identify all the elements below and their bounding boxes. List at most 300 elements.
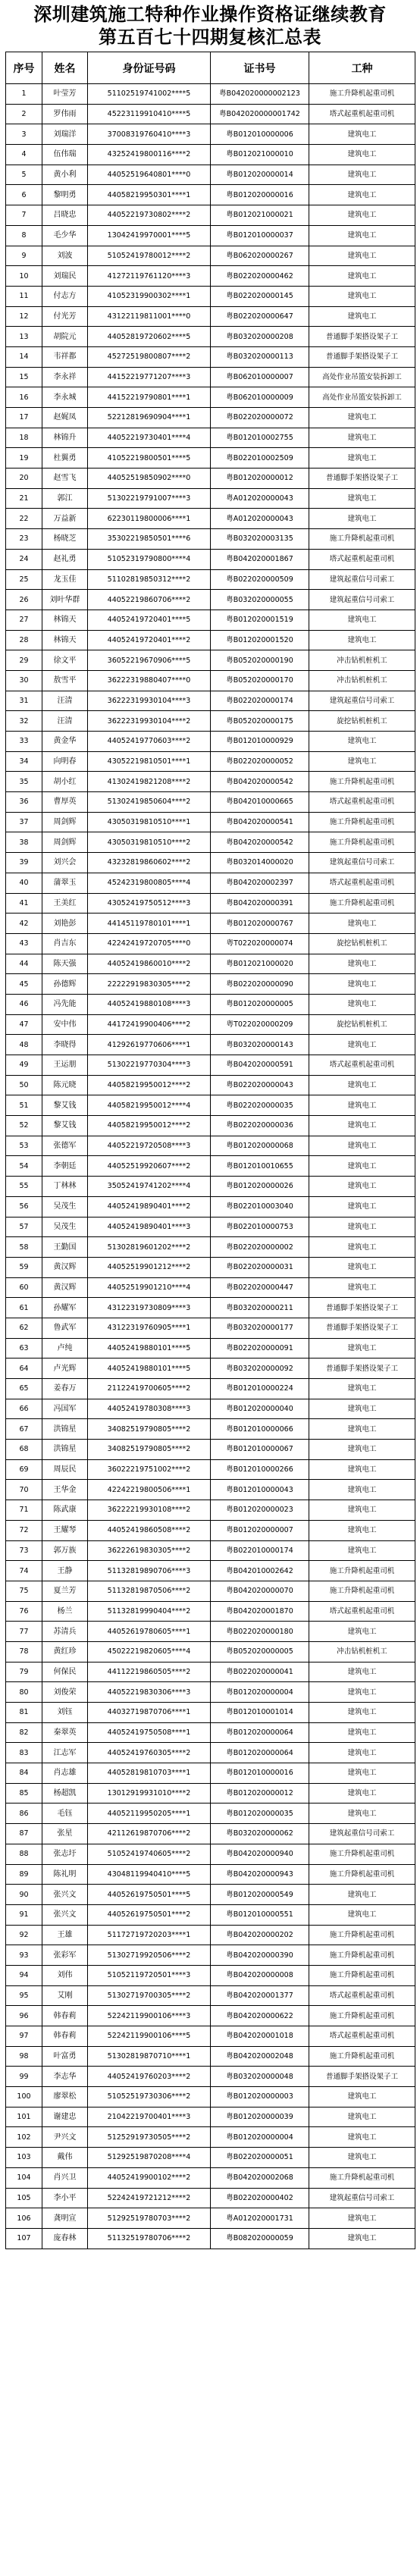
cell-name: 黄汉辉	[42, 1277, 88, 1298]
cell-id-number: 44052519901210****4	[88, 1277, 211, 1298]
table-row	[6, 1722, 415, 1743]
cell-job-type: 建筑电工	[309, 1399, 415, 1419]
cell-name: 林锦天	[42, 630, 88, 650]
cell-job-type: 建筑电工	[309, 1075, 415, 1095]
cell-index: 23	[6, 529, 42, 550]
cell-id-number: 44052419720401****2	[88, 630, 211, 650]
cell-name: 赵娓凤	[42, 408, 88, 428]
cell-certificate-number: 粤B022020000072	[211, 408, 309, 428]
cell-job-type: 建筑电工	[309, 1136, 415, 1156]
cell-index: 41	[6, 893, 42, 914]
table-row	[6, 448, 415, 469]
cell-certificate-number: 粤B052020000175	[211, 711, 309, 732]
cell-index: 102	[6, 2127, 42, 2148]
cell-id-number: 44052419750508****1	[88, 1722, 211, 1743]
cell-certificate-number: 粤B012021000020	[211, 954, 309, 974]
table-row	[6, 1196, 415, 1217]
cell-id-number: 44052519850902****0	[88, 469, 211, 489]
cell-name: 汪清	[42, 691, 88, 711]
table-row	[6, 610, 415, 630]
cell-certificate-number: 粤B012020000064	[211, 1722, 309, 1743]
cell-name: 鲁武军	[42, 1318, 88, 1338]
cell-id-number: 36222319930104****3	[88, 691, 211, 711]
cell-job-type: 建筑电工	[309, 1904, 415, 1925]
cell-id-number: 44145119780101****1	[88, 914, 211, 934]
cell-certificate-number: 粤B022020000462	[211, 266, 309, 287]
table-row	[6, 1257, 415, 1277]
cell-job-type: 建筑电工	[309, 1277, 415, 1298]
cell-certificate-number: 粤B032020000211	[211, 1298, 309, 1318]
cell-id-number: 45242319800805****4	[88, 873, 211, 893]
cell-index: 39	[6, 853, 42, 873]
cell-certificate-number: 粤B032020000143	[211, 1035, 309, 1055]
cell-name: 向明春	[42, 751, 88, 772]
table-row	[6, 1379, 415, 1399]
cell-id-number: 52212819690904****1	[88, 408, 211, 428]
cell-index: 48	[6, 1035, 42, 1055]
cell-job-type: 建筑电工	[309, 1257, 415, 1277]
cell-certificate-number: 粤B062020000267	[211, 246, 309, 266]
cell-certificate-number: 粤B042020000001742	[211, 104, 309, 124]
cell-certificate-number: 粤B012020000040	[211, 1399, 309, 1419]
cell-certificate-number: 粤A012020001731	[211, 2208, 309, 2229]
cell-job-type: 施工升降机起重司机	[309, 1945, 415, 1966]
table-row	[6, 1419, 415, 1440]
table-row	[6, 893, 415, 914]
cell-name: 黄金华	[42, 732, 88, 752]
table-body	[6, 84, 415, 2249]
cell-job-type: 普通脚手架搭设架子工	[309, 346, 415, 367]
cell-job-type: 建筑电工	[309, 1622, 415, 1642]
cell-index: 13	[6, 327, 42, 347]
cell-name: 刘波	[42, 246, 88, 266]
cell-certificate-number: 粤B012010000043	[211, 1480, 309, 1500]
cell-job-type: 普通脚手架搭设架子工	[309, 327, 415, 347]
cell-name: 江志军	[42, 1743, 88, 1763]
cell-id-number: 44052419760305****2	[88, 1743, 211, 1763]
cell-job-type: 冲击钻机桩机工	[309, 670, 415, 691]
cell-name: 罗伟雨	[42, 104, 88, 124]
cell-certificate-number: 粤T022020000209	[211, 1014, 309, 1035]
cell-index: 87	[6, 1824, 42, 1844]
cell-name: 黄小利	[42, 165, 88, 185]
cell-id-number: 44052219830306****3	[88, 1682, 211, 1703]
cell-name: 张彩军	[42, 1945, 88, 1966]
cell-job-type: 建筑电工	[309, 145, 415, 165]
cell-job-type: 施工升降机起重司机	[309, 1561, 415, 1581]
cell-id-number: 44052519640801****0	[88, 165, 211, 185]
cell-id-number: 51132519780706****2	[88, 2228, 211, 2249]
cell-index: 36	[6, 792, 42, 813]
table-row	[6, 1885, 415, 1905]
cell-index: 80	[6, 1682, 42, 1703]
cell-id-number: 51102819850312****2	[88, 569, 211, 590]
cell-job-type: 施工升降机起重司机	[309, 832, 415, 853]
cell-certificate-number: 粤B022020000647	[211, 306, 309, 327]
cell-index: 70	[6, 1480, 42, 1500]
table-row	[6, 2067, 415, 2087]
cell-index: 88	[6, 1844, 42, 1864]
cell-certificate-number: 粤B022010002509	[211, 448, 309, 469]
cell-name: 付光芳	[42, 306, 88, 327]
summary-table	[5, 52, 415, 2249]
table-row	[6, 1622, 415, 1642]
table-row	[6, 1075, 415, 1095]
cell-certificate-number: 粤B022020000043	[211, 1075, 309, 1095]
cell-id-number: 43252419800116****2	[88, 145, 211, 165]
cell-certificate-number: 粤B012020000012	[211, 469, 309, 489]
cell-index: 19	[6, 448, 42, 469]
cell-name: 卢纯	[42, 1338, 88, 1359]
column-header-id-number: 身份证号码	[88, 52, 211, 84]
cell-job-type: 建筑起重信号司索工	[309, 2188, 415, 2208]
cell-index: 43	[6, 933, 42, 954]
cell-id-number: 42242219800506****1	[88, 1480, 211, 1500]
cell-id-number: 36222319880407****0	[88, 670, 211, 691]
cell-job-type: 冲击钻机桩机工	[309, 1641, 415, 1662]
cell-name: 肖吉东	[42, 933, 88, 954]
cell-index: 72	[6, 1520, 42, 1540]
cell-certificate-number: 粤B012021000010	[211, 145, 309, 165]
cell-id-number: 44052219730802****2	[88, 205, 211, 226]
cell-certificate-number: 粤B042020001870	[211, 1601, 309, 1622]
cell-id-number: 43232819860602****2	[88, 853, 211, 873]
cell-index: 101	[6, 2107, 42, 2127]
cell-id-number: 44058219950012****2	[88, 1075, 211, 1095]
cell-certificate-number: 粤B012020000007	[211, 1520, 309, 1540]
cell-id-number: 43050319810510****1	[88, 812, 211, 832]
table-row	[6, 1014, 415, 1035]
table-row	[6, 1338, 415, 1359]
cell-index: 99	[6, 2067, 42, 2087]
cell-index: 6	[6, 185, 42, 205]
table-row	[6, 225, 415, 246]
cell-id-number: 44032719870706****1	[88, 1703, 211, 1723]
cell-name: 赵礼勇	[42, 549, 88, 569]
cell-id-number: 44052419880108****3	[88, 994, 211, 1014]
table-row	[6, 124, 415, 145]
cell-id-number: 44052419890401****2	[88, 1196, 211, 1217]
cell-job-type: 建筑电工	[309, 1177, 415, 1197]
cell-id-number: 44052619750501****2	[88, 1904, 211, 1925]
cell-index: 60	[6, 1277, 42, 1298]
cell-certificate-number: 粤B022020000002	[211, 1237, 309, 1258]
cell-id-number: 51302719920506****2	[88, 1945, 211, 1966]
cell-certificate-number: 粤B022010003040	[211, 1196, 309, 1217]
cell-id-number: 44052419900102****2	[88, 2167, 211, 2188]
cell-name: 林锦天	[42, 610, 88, 630]
cell-index: 40	[6, 873, 42, 893]
cell-name: 卢光辉	[42, 1359, 88, 1379]
cell-job-type: 建筑电工	[309, 185, 415, 205]
cell-job-type: 建筑电工	[309, 1703, 415, 1723]
cell-index: 71	[6, 1500, 42, 1521]
table-row	[6, 1055, 415, 1076]
cell-index: 96	[6, 2006, 42, 2026]
table-row	[6, 1904, 415, 1925]
cell-name: 杨晓芝	[42, 529, 88, 550]
cell-id-number: 13012919931010****2	[88, 1783, 211, 1804]
cell-index: 100	[6, 2087, 42, 2107]
cell-certificate-number: 粤B022020000402	[211, 2188, 309, 2208]
cell-job-type: 施工升降机起重司机	[309, 2046, 415, 2067]
cell-job-type: 施工升降机起重司机	[309, 1844, 415, 1864]
cell-name: 黄红珍	[42, 1641, 88, 1662]
table-row	[6, 549, 415, 569]
cell-certificate-number: 粤B012020000003	[211, 2087, 309, 2107]
cell-name: 陈武康	[42, 1500, 88, 1521]
cell-certificate-number: 粤B042020002048	[211, 2046, 309, 2067]
cell-index: 104	[6, 2167, 42, 2188]
cell-name: 吴茂生	[42, 1196, 88, 1217]
table-row	[6, 2046, 415, 2067]
cell-job-type: 建筑电工	[309, 2148, 415, 2168]
cell-index: 42	[6, 914, 42, 934]
cell-job-type: 建筑电工	[309, 165, 415, 185]
cell-name: 李晓得	[42, 1035, 88, 1055]
cell-job-type: 塔式起重机起重司机	[309, 104, 415, 124]
cell-index: 64	[6, 1359, 42, 1379]
cell-name: 苏清兵	[42, 1622, 88, 1642]
cell-index: 15	[6, 367, 42, 387]
cell-certificate-number: 粤B012010010655	[211, 1156, 309, 1177]
table-row	[6, 1965, 415, 1985]
cell-id-number: 36022219751002****2	[88, 1459, 211, 1480]
table-row	[6, 1459, 415, 1480]
cell-certificate-number: 粤B042020000542	[211, 772, 309, 792]
cell-name: 龚明宣	[42, 2208, 88, 2229]
cell-certificate-number: 粤B012010000016	[211, 1763, 309, 1784]
cell-id-number: 51292519780703****2	[88, 2208, 211, 2229]
cell-certificate-number: 粤T022020000074	[211, 933, 309, 954]
cell-id-number: 44052419720401****5	[88, 610, 211, 630]
table-row	[6, 428, 415, 448]
cell-name: 王勤国	[42, 1237, 88, 1258]
cell-index: 56	[6, 1196, 42, 1217]
cell-certificate-number: 粤B012020001519	[211, 610, 309, 630]
cell-certificate-number: 粤B022020000091	[211, 1338, 309, 1359]
cell-certificate-number: 粤B012020000549	[211, 1885, 309, 1905]
cell-name: 毛少华	[42, 225, 88, 246]
cell-certificate-number: 粤B042020000541	[211, 812, 309, 832]
cell-id-number: 44052619750501****5	[88, 1885, 211, 1905]
cell-index: 26	[6, 590, 42, 610]
cell-job-type: 建筑电工	[309, 448, 415, 469]
cell-job-type: 建筑电工	[309, 488, 415, 509]
cell-certificate-number: 粤B012010000551	[211, 1904, 309, 1925]
cell-id-number: 51302219770304****3	[88, 1055, 211, 1076]
cell-id-number: 44058219950012****2	[88, 1116, 211, 1136]
cell-name: 胡小红	[42, 772, 88, 792]
cell-name: 陈天强	[42, 954, 88, 974]
cell-job-type: 建筑电工	[309, 630, 415, 650]
cell-job-type: 旋挖钻机桩机工	[309, 1014, 415, 1035]
table-row	[6, 2127, 415, 2148]
cell-job-type: 建筑电工	[309, 974, 415, 995]
cell-name: 汪清	[42, 711, 88, 732]
table-row	[6, 185, 415, 205]
table-row	[6, 1298, 415, 1318]
cell-certificate-number: 粤B052020000170	[211, 670, 309, 691]
cell-id-number: 51172719720203****1	[88, 1925, 211, 1945]
cell-name: 张德军	[42, 1136, 88, 1156]
cell-name: 庞春林	[42, 2228, 88, 2249]
table-row	[6, 1217, 415, 1237]
cell-name: 周辰民	[42, 1459, 88, 1480]
cell-id-number: 44052419880101****5	[88, 1359, 211, 1379]
cell-id-number: 43050319810510****2	[88, 832, 211, 853]
cell-name: 韩春莉	[42, 2026, 88, 2047]
cell-certificate-number: 粤B012020000068	[211, 1136, 309, 1156]
cell-name: 王静	[42, 1561, 88, 1581]
cell-job-type: 旋挖钻机桩机工	[309, 933, 415, 954]
cell-name: 秦翠英	[42, 1722, 88, 1743]
table-row	[6, 711, 415, 732]
table-row	[6, 691, 415, 711]
cell-certificate-number: 粤B042020001867	[211, 549, 309, 569]
table-row	[6, 1783, 415, 1804]
table-row	[6, 732, 415, 752]
cell-job-type: 建筑电工	[309, 954, 415, 974]
table-row	[6, 832, 415, 853]
cell-id-number: 44152219790801****1	[88, 387, 211, 408]
cell-id-number: 44112219860505****2	[88, 1662, 211, 1682]
cell-name: 洪锦星	[42, 1440, 88, 1460]
cell-name: 姜春万	[42, 1379, 88, 1399]
cell-job-type: 塔式起重机起重司机	[309, 873, 415, 893]
cell-certificate-number: 粤B022020000035	[211, 1095, 309, 1116]
cell-index: 69	[6, 1459, 42, 1480]
cell-index: 10	[6, 266, 42, 287]
table-row	[6, 1520, 415, 1540]
cell-name: 刘伟	[42, 1965, 88, 1985]
cell-job-type: 施工升降机起重司机	[309, 1965, 415, 1985]
cell-index: 30	[6, 670, 42, 691]
cell-index: 51	[6, 1095, 42, 1116]
cell-index: 103	[6, 2148, 42, 2168]
cell-id-number: 62230119800006****1	[88, 509, 211, 529]
cell-certificate-number: 粤B032014000020	[211, 853, 309, 873]
cell-job-type: 塔式起重机起重司机	[309, 1985, 415, 2006]
table-row	[6, 1763, 415, 1784]
column-header-certificate-number: 证书号	[211, 52, 309, 84]
table-row	[6, 1601, 415, 1622]
table-row	[6, 367, 415, 387]
cell-id-number: 43048119940410****5	[88, 1864, 211, 1885]
cell-certificate-number: 粤B042020000390	[211, 1945, 309, 1966]
cell-id-number: 51302819870710****1	[88, 2046, 211, 2067]
cell-index: 33	[6, 732, 42, 752]
cell-id-number: 41272119761120****3	[88, 266, 211, 287]
cell-job-type: 施工升降机起重司机	[309, 1925, 415, 1945]
cell-name: 李永城	[42, 387, 88, 408]
cell-name: 尹兴文	[42, 2127, 88, 2148]
cell-name: 叶莹芳	[42, 84, 88, 105]
table-row	[6, 1318, 415, 1338]
cell-id-number: 43052419750512****3	[88, 893, 211, 914]
cell-certificate-number: 粤B032020003135	[211, 529, 309, 550]
cell-index: 14	[6, 346, 42, 367]
table-row	[6, 1035, 415, 1055]
cell-id-number: 52242119900106****3	[88, 2006, 211, 2026]
cell-id-number: 45223119910410****5	[88, 104, 211, 124]
cell-certificate-number: 粤B022020000174	[211, 691, 309, 711]
cell-id-number: 44052219720508****3	[88, 1136, 211, 1156]
cell-job-type: 建筑电工	[309, 1722, 415, 1743]
cell-certificate-number: 粤B012020000767	[211, 914, 309, 934]
cell-name: 王华金	[42, 1480, 88, 1500]
cell-job-type: 建筑电工	[309, 1379, 415, 1399]
cell-certificate-number: 粤B042010002642	[211, 1561, 309, 1581]
table-row	[6, 488, 415, 509]
cell-id-number: 44052419890401****3	[88, 1217, 211, 1237]
cell-id-number: 44052419860508****2	[88, 1520, 211, 1540]
cell-job-type: 建筑电工	[309, 2087, 415, 2107]
cell-name: 刘瑞民	[42, 266, 88, 287]
table-row	[6, 1095, 415, 1116]
cell-name: 冯国军	[42, 1399, 88, 1419]
cell-job-type: 建筑电工	[309, 1804, 415, 1824]
cell-job-type: 塔式起重机起重司机	[309, 1055, 415, 1076]
cell-index: 85	[6, 1783, 42, 1804]
cell-name: 周剑辉	[42, 832, 88, 853]
table-row	[6, 205, 415, 226]
cell-job-type: 施工升降机起重司机	[309, 84, 415, 105]
table-row	[6, 1985, 415, 2006]
cell-certificate-number: 粤B082020000059	[211, 2228, 309, 2249]
cell-name: 张兴文	[42, 1885, 88, 1905]
cell-name: 冯先能	[42, 994, 88, 1014]
cell-index: 32	[6, 711, 42, 732]
cell-name: 万益新	[42, 509, 88, 529]
table-row	[6, 1641, 415, 1662]
cell-index: 5	[6, 165, 42, 185]
cell-certificate-number: 粤B022020000036	[211, 1116, 309, 1136]
cell-name: 郭万族	[42, 1540, 88, 1561]
cell-certificate-number: 粤B022020000145	[211, 286, 309, 306]
cell-job-type: 建筑起重信号司索工	[309, 853, 415, 873]
cell-name: 刘艳彭	[42, 914, 88, 934]
cell-certificate-number: 粤B012020000005	[211, 994, 309, 1014]
cell-certificate-number: 粤B042020000202	[211, 1925, 309, 1945]
cell-index: 1	[6, 84, 42, 105]
cell-job-type: 建筑电工	[309, 1480, 415, 1500]
cell-job-type: 建筑起重信号司索工	[309, 569, 415, 590]
cell-certificate-number: 粤B032020000048	[211, 2067, 309, 2087]
cell-job-type: 建筑电工	[309, 2228, 415, 2249]
cell-index: 28	[6, 630, 42, 650]
cell-job-type: 建筑电工	[309, 205, 415, 226]
cell-name: 韩春莉	[42, 2006, 88, 2026]
cell-certificate-number: 粤B012010000006	[211, 124, 309, 145]
table-row	[6, 812, 415, 832]
cell-id-number: 51302219791007****3	[88, 488, 211, 509]
cell-index: 12	[6, 306, 42, 327]
table-row	[6, 2228, 415, 2249]
cell-certificate-number: 粤B042020001377	[211, 1985, 309, 2006]
cell-id-number: 43122319760905****1	[88, 1318, 211, 1338]
cell-certificate-number: 粤A012020000043	[211, 488, 309, 509]
cell-id-number: 51132819890706****3	[88, 1561, 211, 1581]
table-row	[6, 994, 415, 1014]
cell-id-number: 52242419721212****2	[88, 2188, 211, 2208]
cell-index: 59	[6, 1257, 42, 1277]
cell-index: 50	[6, 1075, 42, 1095]
cell-id-number: 34082519790805****2	[88, 1440, 211, 1460]
cell-job-type: 建筑电工	[309, 1520, 415, 1540]
cell-index: 8	[6, 225, 42, 246]
cell-index: 24	[6, 549, 42, 569]
